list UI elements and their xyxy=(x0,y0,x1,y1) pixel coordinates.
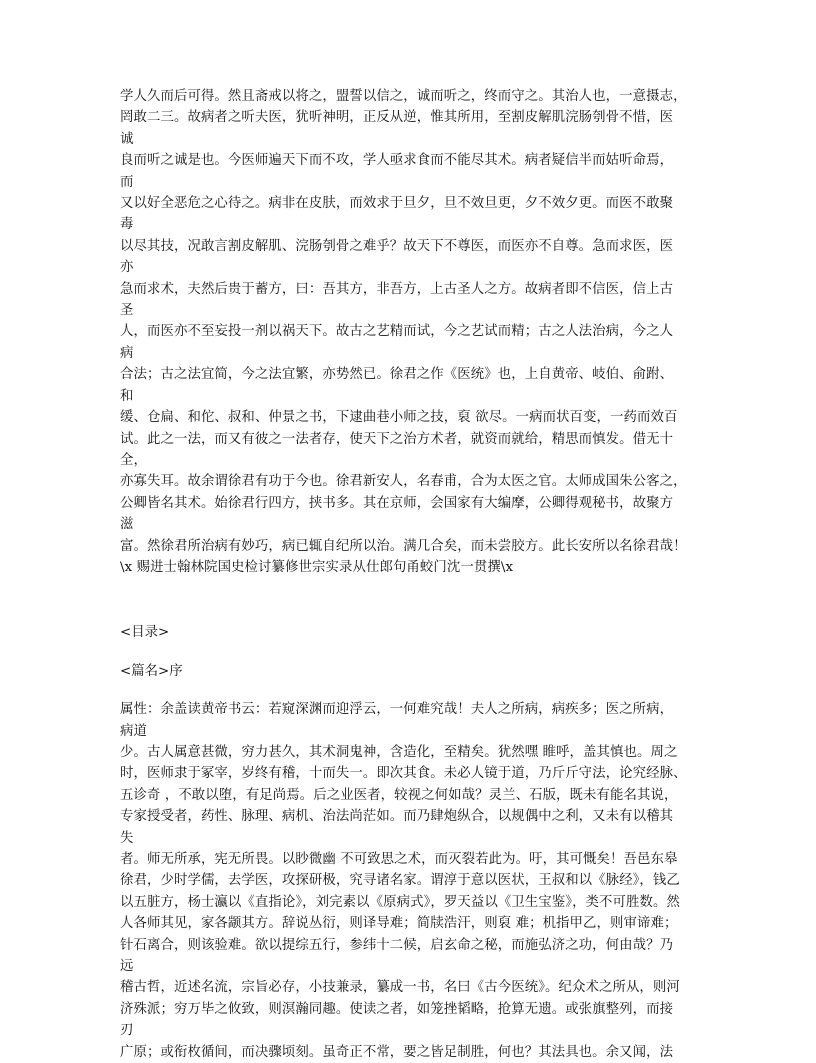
section-title: <篇名>序 xyxy=(120,663,183,679)
text-line: 针石离合，则该验难。欲以提综五行，参纬十二候，启玄命之秘，而施弘济之功，何由哉？乃 xyxy=(120,937,674,953)
preface-text xyxy=(120,86,696,578)
text-line: 以五脏方，杨士瀛以《直指论》，刘完素以《原病式》，罗天益以《卫生宝鉴》，类不可胜数。然 xyxy=(120,894,680,910)
text-line: 时，医师隶于冢宰，岁终有稽，十而失一。即次其食。未必人镜于道，乃斤斤守法，论究经脉、 xyxy=(120,766,687,782)
text-line: 全， xyxy=(120,452,147,468)
text-line: 刃 xyxy=(120,1023,134,1039)
text-line: 和 xyxy=(120,388,134,404)
text-line: 广原；或衔枚循间，而决骤顷刻。虽奇正不常，要之皆足制胜，何也？其法具也。余又闻，法 xyxy=(120,1044,674,1060)
text-line: 病道 xyxy=(120,723,147,739)
text-line: 五诊奇 ，不敢以堕，有足尚焉。后之业医者，较视之何如哉？灵兰、石版，既未有能名其说， xyxy=(120,787,678,803)
text-line: 学人久而后可得。然且斋戒以将之，盟誓以信之，诚而听之，终而守之。其治人也，一意摄志， xyxy=(120,89,687,104)
text-line: 缓、仓扁、和佗、叔和、仲景之书，下逮曲巷小师之技，裒 欲尽。一病而状百变，一药而效百 xyxy=(120,410,678,426)
text-line: 属性：余盖读黄帝书云：若窥深渊而迎浮云，一何难究哉！夫人之所病，病疾多；医之所病， xyxy=(120,702,674,718)
text-line: 稽古哲，近述名流，宗旨必存，小技兼录，纂成一书，名曰《古今医统》。纪众术之所从，则河 xyxy=(120,980,680,996)
text-line: 诚 xyxy=(120,131,134,147)
text-line: 富。然徐君所治病有妙巧，病已辄自纪所以治。满几合矣，而未尝胶方。此长安所以名徐君哉！ xyxy=(120,538,687,554)
text-line: 合法；古之法宜简，今之法宜繁，亦势然已。徐君之作《医统》也，上自黄帝、岐伯、俞跗、 xyxy=(120,367,674,383)
text-line: 又以好全恶危之心待之。病非在皮肤，而效求于旦夕，旦不效旦更，夕不效夕更。而医不敢聚 xyxy=(120,196,674,212)
text-line: 圣 xyxy=(120,303,134,319)
text-line: 远 xyxy=(120,959,134,975)
heading-spacer xyxy=(120,644,696,661)
text-line: 亦寡失耳。故余谓徐君有功于今也。徐君新安人，名春甫，合为太医之官。太师成国朱公客之， xyxy=(120,474,687,490)
text-line: 专家授受者，药性、脉理、病机、治法尚茫如。而乃肆炮纵合，以规偶中之利，又未有以稽其 xyxy=(120,809,674,825)
text-line: 毒 xyxy=(120,217,134,233)
text-line: 病 xyxy=(120,345,134,361)
heading-spacer xyxy=(120,682,696,699)
section-spacer xyxy=(120,578,696,622)
author-signature-line: \x 赐进士翰林院国史检讨纂修世宗实录从仕郎句甬蛟门沈一贯撰\x xyxy=(120,559,514,575)
text-line: 而 xyxy=(120,174,134,190)
text-line: 亦 xyxy=(120,260,134,276)
text-line: 急而求术，夫然后贵于蓄方，曰：吾其方，非吾方，上古圣人之方。故病者即不信医，信上古 xyxy=(120,281,674,297)
text-line: 徐君，少时学儒，去学医，攻探研极，究寻诸名家。谓淳于意以医状，王叔和以《脉经》，钱乙 xyxy=(120,873,680,889)
text-line: 试。此之一法，而又有彼之一法者存，使天下之治方术者，就资而就给，精思而慎发。借无十 xyxy=(120,431,674,447)
text-line: 以尽其技，况敢言割皮解肌、浣肠刳骨之难乎？故天下不尊医，而医亦不自尊。急而求医，医 xyxy=(120,238,674,254)
text-line: 良而听之诚是也。今医师遍天下而不攻，学人亟求食而不能尽其术。病者疑信半而姑听命焉， xyxy=(120,153,674,169)
text-line: 人各师其见，家各颛其方。辞说丛衍，则译导难；简牍浩汗，则裒 难；机指甲乙，则审谛难； xyxy=(120,916,678,932)
text-line: 人，而医亦不至妄投一剂以祸天下。故古之艺精而试，今之艺试而精；古之人法治病，今之人 xyxy=(120,324,674,340)
document-content xyxy=(120,86,696,1063)
toc-heading: <目录> xyxy=(120,625,170,641)
body-text xyxy=(120,699,696,1063)
text-line: 罔敢二三。故病者之听夫医，犹听神明，正反从逆，惟其所用，至割皮解肌浣肠刳骨不惜，医 xyxy=(120,110,674,126)
text-line: 失 xyxy=(120,830,134,846)
text-line: 公卿皆名其术。始徐君行四方，挟书多。其在京师，会国家有大编摩，公卿得观秘书，故聚方 xyxy=(120,495,674,511)
text-line: 济殊派；穷万毕之攸致，则溟瀚同趣。使读之者，如笼挫韬略，抢算无遗。或张旗整列，而接 xyxy=(120,1001,674,1017)
text-line: 者。师无所承，宪无所畏。以眇微幽 不可致思之术，而灭裂若此为。吁，其可慨矣！吾邑东皋 xyxy=(120,852,678,867)
text-line: 少。古人属意甚微，穷力甚久，其术洞鬼神，含造化，至精矣。犹然嘿 睢呼，盖其慎也。周之 xyxy=(120,744,678,760)
text-line: 滋 xyxy=(120,517,134,533)
